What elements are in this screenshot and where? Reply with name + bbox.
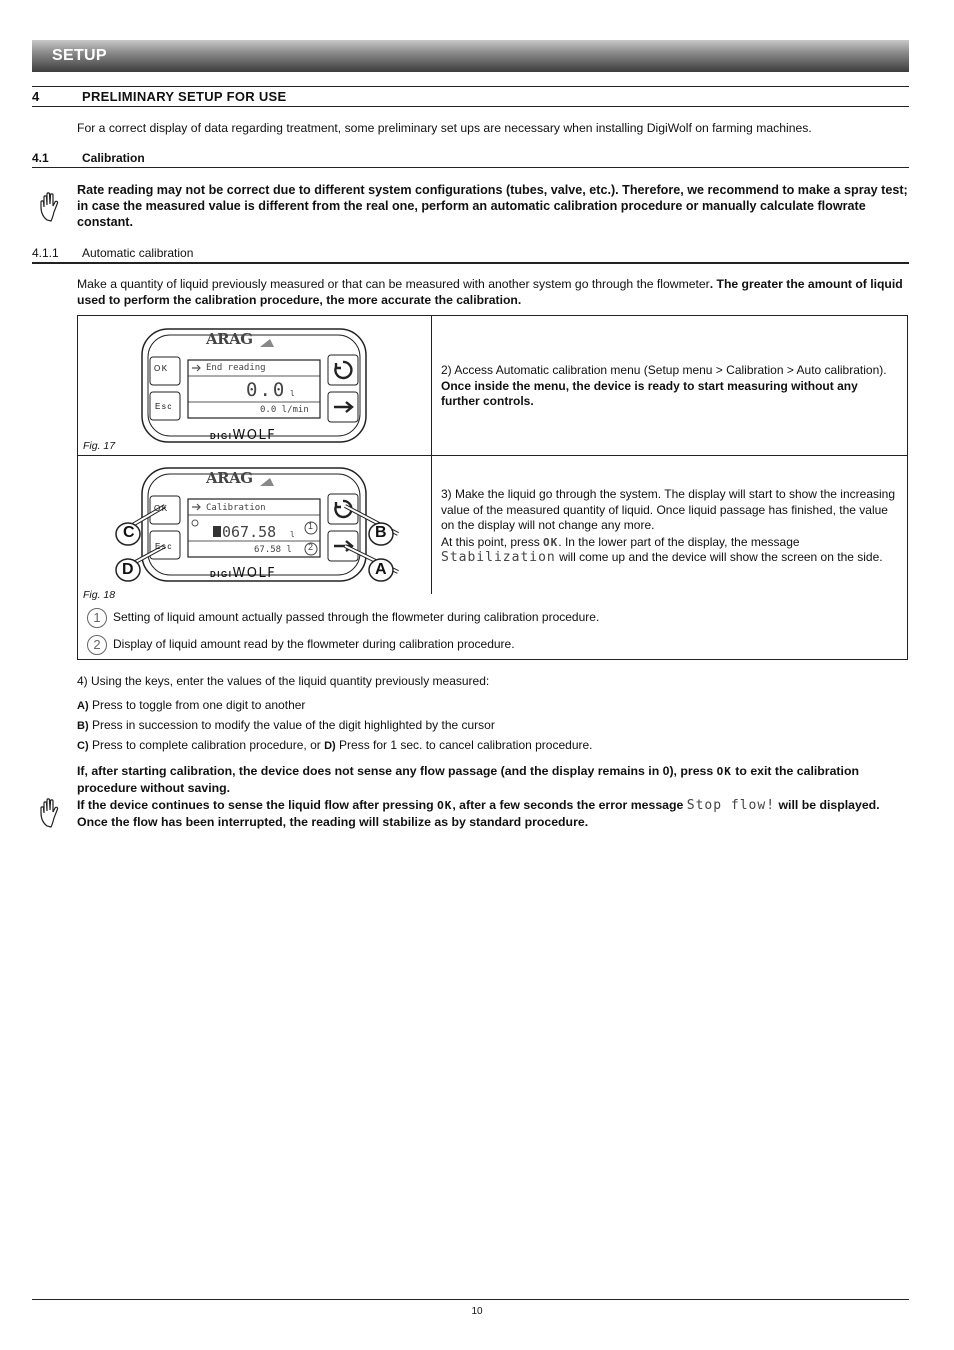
lcd-menu-line: Calibration: [206, 503, 266, 513]
step-3-text-a: At this point, press: [441, 534, 544, 549]
note-paragraph-1: [77, 763, 909, 796]
number-2-icon: 2: [87, 635, 107, 655]
arag-logo: ARAG: [206, 469, 253, 487]
step-2-bold: Once inside the menu, the device is ready to start measuring without any further controls.: [441, 378, 858, 408]
footer-divider: [32, 1299, 909, 1300]
lcd-unit: l: [290, 530, 295, 539]
lcd-menu-line: End reading: [206, 363, 266, 373]
note-1-text-b: to exit the calibration procedure without saving.: [77, 764, 859, 795]
section-header-band: [32, 40, 909, 72]
step-2-text: [441, 363, 899, 410]
esc-key-label: Esc: [155, 542, 173, 551]
arag-logo: ARAG: [206, 330, 253, 348]
step-3-text-b: . In the lower part of the display, the message: [558, 534, 800, 549]
key-b-text: Press in succession to modify the value of the digit highlighted by the cursor: [91, 718, 495, 732]
key-c-text: Press to complete calibration procedure, or: [91, 738, 325, 752]
table-divider: [77, 455, 908, 456]
stop-flow-message: Stop flow!: [686, 798, 776, 813]
section-title: PRELIMINARY SETUP FOR USE: [82, 89, 287, 104]
product-name: WOLF: [232, 566, 277, 581]
divider: [32, 262, 909, 264]
key-d-label: D: [122, 561, 134, 578]
subsubsection-number: 4.1.1: [32, 246, 59, 260]
step-3-ok-paragraph: [441, 535, 899, 566]
key-a-text: Press to toggle from one digit to another: [91, 698, 306, 712]
section-header-title: SETUP: [52, 47, 107, 64]
subsection-number: 4.1: [32, 151, 49, 165]
legend-item-2: [87, 635, 515, 655]
step-2-normal: 2) Access Automatic calibration menu (Setup menu > Calibration > Auto calibration).: [441, 363, 887, 377]
stabilization-message: Stabilization: [441, 550, 556, 565]
lcd-read-value: 67.58 l: [254, 545, 292, 555]
lcd-rate: 0.0 l/min: [260, 405, 309, 415]
digiwolf-logo: [210, 428, 276, 443]
ok-key-label: OK: [154, 364, 169, 373]
callout-2: 2: [308, 542, 314, 552]
divider: [32, 106, 909, 107]
legend-2-text: Display of liquid amount read by the flowmeter during calibration procedure.: [113, 637, 515, 652]
key-b-label: B: [375, 524, 387, 541]
key-c: C): [77, 740, 89, 752]
step-3-text-c: will come up and the device will show the screen on the side.: [555, 550, 883, 564]
key-a: A): [77, 700, 89, 712]
lcd-unit: l: [290, 389, 295, 398]
product-name: WOLF: [232, 428, 277, 443]
step-4-b: [77, 718, 495, 732]
key-d-text: Press for 1 sec. to cancel calibration procedure.: [339, 738, 593, 752]
step-3-text: [441, 487, 899, 566]
note-2-text-c: will be displayed. Once the flow has been interrupted, the reading will stabilize as by standard procedure.: [77, 798, 880, 829]
intro-bold: . The greater the amount of liquid used to perform the calibration procedure, the more accurate the calibration.: [77, 277, 903, 307]
note-1-text-a: If, after starting calibration, the device does not sense any flow passage (and the display remains in 0), press: [77, 764, 717, 778]
product-prefix: DIGI: [210, 570, 233, 579]
ok-key-symbol: OK: [543, 535, 559, 549]
hand-warning-icon: [38, 190, 68, 227]
ok-key-symbol: OK: [716, 765, 732, 778]
note-2-text-b: , after a few seconds the error message: [452, 798, 687, 812]
intro-normal: Make a quantity of liquid previously measured or that can be measured with another system go through the flowmeter: [77, 277, 710, 291]
section-number: 4: [32, 89, 40, 104]
ok-key-label: OK: [154, 504, 169, 513]
digiwolf-logo: [210, 566, 276, 581]
key-a-label: A: [375, 561, 387, 578]
step-3-paragraph: 3) Make the liquid go through the system. The display will start to show the increasing value of the measured quantity of liquid. Once liquid passage has finished, the value on the display will not change any more.: [441, 487, 896, 532]
product-prefix: DIGI: [210, 432, 233, 441]
key-d: D): [324, 740, 336, 752]
figure-caption: Fig. 17: [83, 440, 116, 452]
legend-item-1: [87, 608, 599, 628]
step-4-cd: [77, 738, 593, 752]
ok-key-symbol: OK: [437, 799, 453, 812]
divider: [32, 86, 909, 87]
subsubsection-title: Automatic calibration: [82, 246, 194, 260]
step-4-a: [77, 698, 305, 712]
page-number: 10: [471, 1306, 483, 1317]
divider: [32, 167, 909, 168]
lcd-value: 0.0: [246, 379, 287, 401]
lcd-value: 067.58: [222, 523, 277, 541]
callout-1: 1: [308, 521, 314, 531]
hand-warning-icon: [38, 796, 68, 833]
note-text: [77, 763, 909, 830]
note-2-text-a: If the device continues to sense the liquid flow after pressing: [77, 798, 438, 812]
auto-calibration-intro: [77, 276, 909, 308]
esc-key-label: Esc: [155, 402, 173, 411]
note-paragraph-2: [77, 797, 909, 830]
step-4-intro: 4) Using the keys, enter the values of the liquid quantity previously measured:: [77, 674, 490, 688]
figure-caption: Fig. 18: [83, 589, 116, 601]
key-b: B): [77, 720, 89, 732]
calibration-warning: Rate reading may not be correct due to different system configurations (tubes, valve, etc.). Therefore, we recommend to make a spray test; in case the measured value is different from the real one, perform an automatic calibration procedure or manually calculate flowrate constant.: [77, 183, 908, 229]
legend-1-text: Setting of liquid amount actually passed through the flowmeter during calibration procedure.: [113, 610, 600, 625]
subsection-title: Calibration: [82, 151, 145, 165]
section-intro: For a correct display of data regarding treatment, some preliminary set ups are necessary when installing DigiWolf on farming machines.: [77, 121, 812, 135]
number-1-icon: 1: [87, 608, 107, 628]
key-c-label: C: [123, 524, 135, 541]
